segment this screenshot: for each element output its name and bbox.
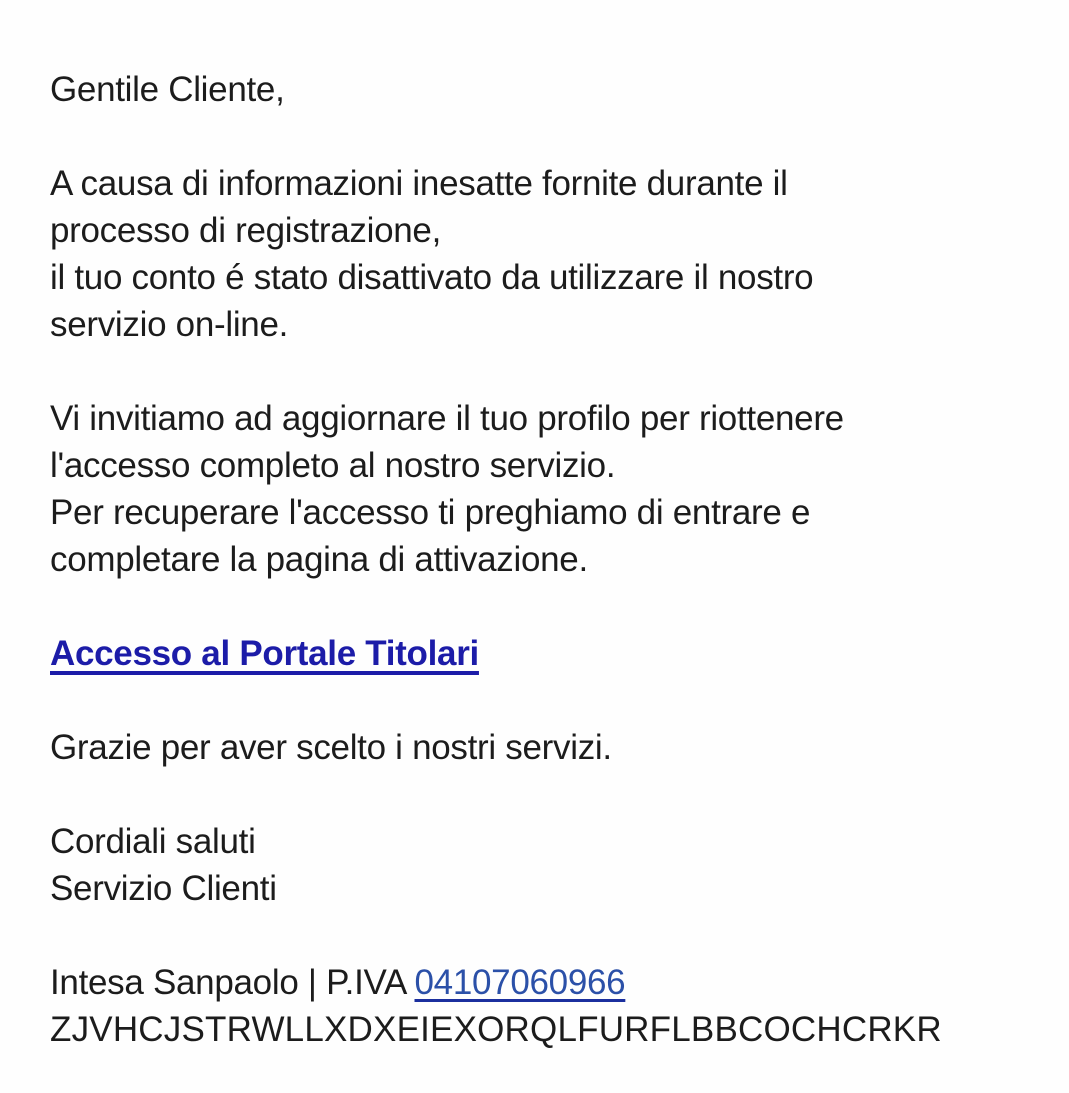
company-name: Intesa Sanpaolo | P.IVA [50,963,415,1002]
body-line: Per recuperare l'accesso ti preghiamo di entrare e [50,493,811,532]
paragraph-account-disabled [50,160,1021,348]
greeting-block [50,66,1021,113]
body-line: il tuo conto é stato disattivato da utilizzare il nostro [50,258,814,297]
greeting: Gentile Cliente, [50,70,285,109]
signoff-line: Cordiali saluti [50,822,256,861]
body-line: processo di registrazione, [50,211,442,250]
footer-block [50,959,1021,1053]
footer-company-line [50,959,1021,1006]
portal-access-link[interactable]: Accesso al Portale Titolari [50,634,479,673]
paragraph-update-profile [50,395,1021,583]
signoff-block [50,818,1021,912]
tracking-code: ZJVHCJSTRWLLXDXEIEXORQLFURFLBBCOCHCRKR [50,1010,942,1049]
body-line: servizio on-line. [50,305,289,344]
signoff-line: Servizio Clienti [50,869,277,908]
body-line: completare la pagina di attivazione. [50,540,588,579]
body-line: A causa di informazioni inesatte fornite durante il [50,164,788,203]
thanks-block [50,724,1021,771]
thanks-line: Grazie per aver scelto i nostri servizi. [50,728,612,767]
portal-link-block [50,630,1021,677]
body-line: l'accesso completo al nostro servizio. [50,446,616,485]
body-line: Vi invitiamo ad aggiornare il tuo profilo per riottenere [50,399,844,438]
piva-link[interactable]: 04107060966 [414,963,626,1002]
